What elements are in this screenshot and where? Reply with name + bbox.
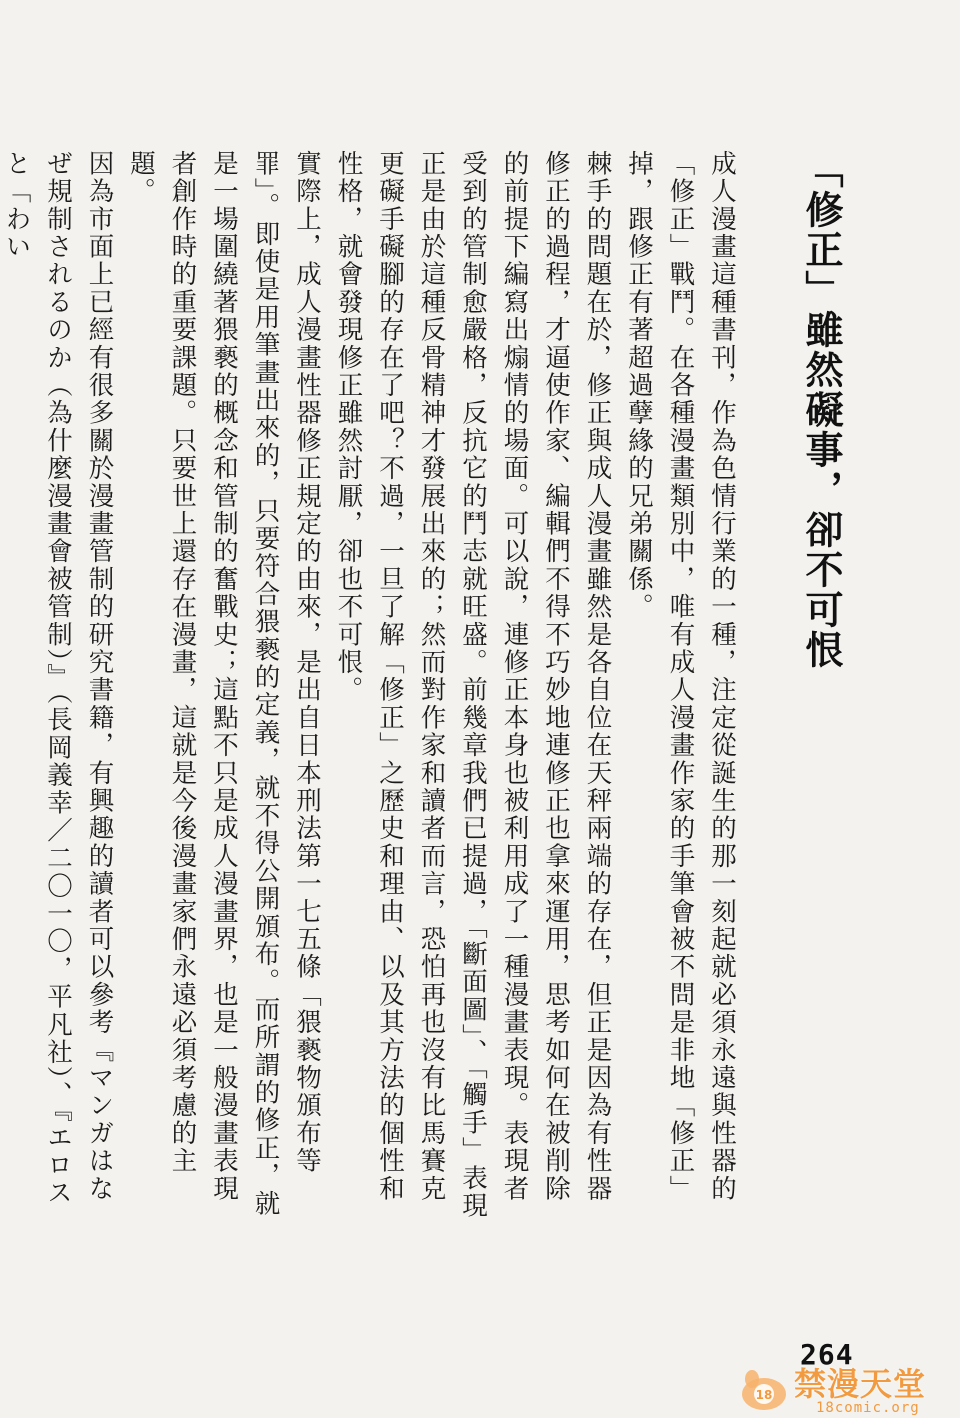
paragraph-3: 實際上，成人漫畫性器修正規定的由來，是出自日本刑法第一七五條「猥褻物頒布等罪」。即使是用筆畫出來的，只要符合猥褻的定義，就不得公開頒布。而所謂的修正，就是一場圍繞著猥褻的概念和管制的奮戰史；這點不只是成人漫畫界，也是一般漫畫表現者創作時的重要課題。只要世上還存在漫畫，這就是今後漫畫家們永遠必須考慮的主題。 <box>126 150 322 1218</box>
watermark-name: 禁漫天堂 <box>794 1365 927 1403</box>
paragraph-2: 棘手的問題在於，修正與成人漫畫雖然是各自位在天秤兩端的存在，但正是因為有性器修正的過程，才逼使作家、編輯們不得不巧妙地連修正也拿來運用，思考如何在被削除的前提下編寫出煽情的場面。可以說，連修正本身也被利用成了一種漫畫表現。表現者受到的管制愈嚴格，反抗它的鬥志就旺盛。前幾章我們已提過，「斷面圖」、「觸手」表現正是由於這種反骨精神才發展出來的；然而對作家和讀者而言，恐怕再也沒有比馬賽克更礙手礙腳的存在了吧？不過，一旦了解「修正」之歷史和理由、以及其方法的個性和性格，就會發現修正雖然討厭，卻也不可恨。 <box>333 150 613 1220</box>
section-heading: 「修正」雖然礙事，卻不可恨 <box>799 150 843 670</box>
paragraph-1: 成人漫畫這種書刊，作為色情行業的一種，注定從誕生的那一刻起就必須永遠與性器的「修正」戰鬥。在各種漫畫類別中，唯有成人漫畫作家的手筆會被不問是非地「修正」掉，跟修正有著超過孽緣的兄弟關係。 <box>624 150 737 1203</box>
page-number: 264 <box>800 1338 854 1371</box>
paragraph-4: 因為市面上已經有很多關於漫畫管制的研究書籍，有興趣的讀者可以參考『マンガはなぜ規制されるのか（為什麼漫畫會被管制）』（長岡義幸／二〇一〇，平凡社）、『エロスと「わい <box>1 150 115 1207</box>
svg-text:18: 18 <box>755 1388 773 1402</box>
watermark-url: 18comic.org <box>816 1400 920 1416</box>
body-text <box>0 150 742 1230</box>
watermark <box>736 1366 948 1416</box>
watermark-logo-icon <box>736 1368 794 1412</box>
